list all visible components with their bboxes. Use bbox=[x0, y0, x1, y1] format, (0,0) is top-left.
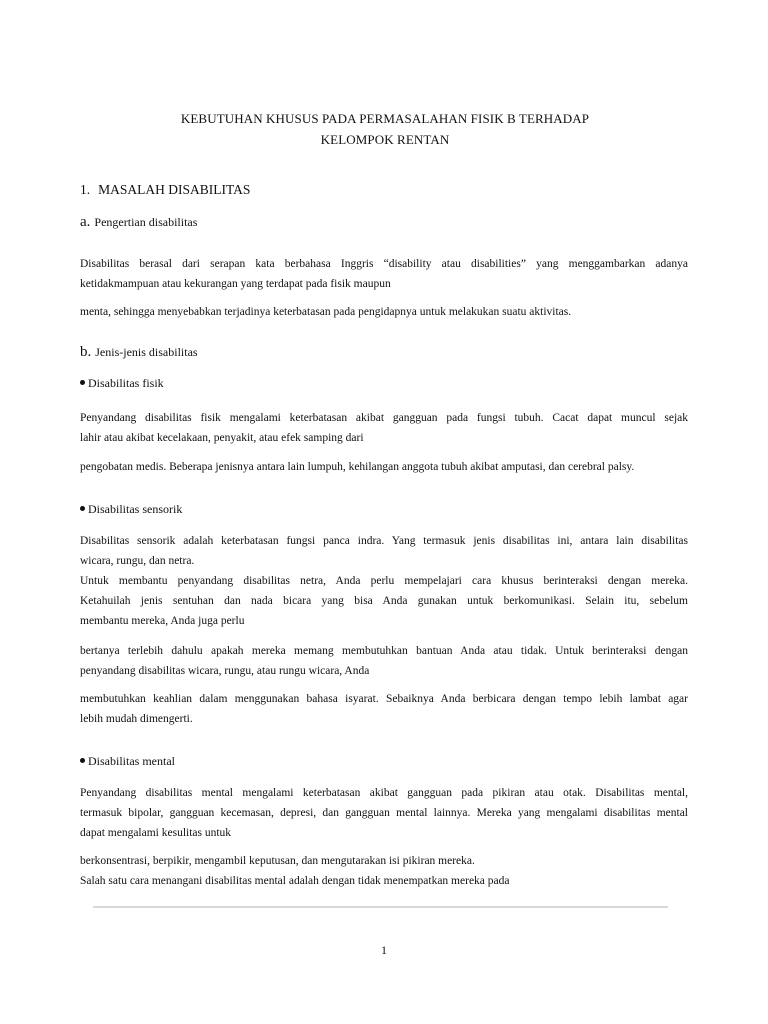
bullet-dot-icon bbox=[80, 380, 85, 385]
document-title-line-1: KEBUTUHAN KHUSUS PADA PERMASALAHAN FISIK B TERHADAP bbox=[180, 111, 590, 126]
section-title: MASALAH DISABILITAS bbox=[98, 182, 251, 197]
paragraph-line: Ketahuilah jenis sentuhan dan nada bicara yang bisa Anda gunakan untuk berkomunikasi. Selain itu, sebelum bbox=[80, 595, 688, 607]
paragraph-line: penyandang disabilitas wicara, rungu, atau rungu wicara, Anda bbox=[80, 665, 370, 677]
paragraph-line: Disabilitas berasal dari serapan kata berbahasa Inggris “disability atau disabilities” yang menggambarkan adanya bbox=[80, 258, 688, 270]
subsection-title: Jenis-jenis disabilitas bbox=[95, 345, 198, 359]
bullet-disabilitas-mental bbox=[80, 754, 175, 769]
paragraph-fisik-2 bbox=[80, 457, 688, 477]
paragraph-line: Salah satu cara menangani disabilitas mental adalah dengan tidak menempatkan mereka pada bbox=[80, 875, 510, 887]
paragraph-line: ketidakmampuan atau kekurangan yang terdapat pada fisik maupun bbox=[80, 278, 391, 290]
paragraph-mental-1 bbox=[80, 783, 688, 843]
subsection-heading-jenis bbox=[80, 344, 198, 361]
paragraph-line: termasuk bipolar, gangguan kecemasan, depresi, dan gangguan mental lainnya. Mereka yang mengalami disabilitas mental bbox=[80, 807, 688, 819]
bullet-label: Disabilitas fisik bbox=[88, 376, 164, 390]
paragraph-line: menta, sehingga menyebabkan terjadinya keterbatasan pada pengidapnya untuk melakukan suatu aktivitas. bbox=[80, 306, 572, 318]
bullet-dot-icon bbox=[80, 758, 85, 763]
paragraph-line: membantu mereka, Anda juga perlu bbox=[80, 615, 245, 627]
paragraph-sensorik-2 bbox=[80, 641, 688, 681]
subsection-heading-pengertian bbox=[80, 214, 197, 231]
paragraph-line: membutuhkan keahlian dalam menggunakan bahasa isyarat. Sebaiknya Anda berbicara dengan tempo lebih lambat agar bbox=[80, 693, 688, 705]
paragraph-line: pengobatan medis. Beberapa jenisnya antara lain lumpuh, kehilangan anggota tubuh akibat amputasi, dan cerebral palsy. bbox=[80, 461, 635, 473]
paragraph-mental-2 bbox=[80, 851, 688, 891]
subsection-letter: b. bbox=[80, 344, 92, 360]
paragraph-sensorik-3 bbox=[80, 689, 688, 729]
paragraph-line: berkonsentrasi, berpikir, mengambil keputusan, dan mengutarakan isi pikiran mereka. bbox=[80, 855, 475, 867]
subsection-letter: a. bbox=[80, 214, 91, 230]
bullet-dot-icon bbox=[80, 506, 85, 511]
page-number: 1 bbox=[381, 943, 387, 957]
document-title-line-2: KELOMPOK RENTAN bbox=[320, 132, 450, 147]
subsection-title: Pengertian disabilitas bbox=[94, 215, 198, 229]
paragraph-line: Disabilitas sensorik adalah keterbatasan fungsi panca indra. Yang termasuk jenis disabilitas ini, antara lain disabilitas bbox=[80, 535, 688, 547]
bullet-label: Disabilitas mental bbox=[88, 754, 175, 768]
paragraph-line: Untuk membantu penyandang disabilitas netra, Anda perlu mempelajari cara khusus berinteraksi dengan mereka. bbox=[80, 575, 688, 587]
paragraph-line: dapat mengalami kesulitas untuk bbox=[80, 827, 232, 839]
bullet-disabilitas-fisik bbox=[80, 376, 164, 391]
section-number: 1. bbox=[80, 182, 91, 197]
paragraph-pengertian-2 bbox=[80, 302, 688, 322]
bullet-label: Disabilitas sensorik bbox=[88, 502, 183, 516]
paragraph-sensorik-1 bbox=[80, 531, 688, 631]
paragraph-line: Penyandang disabilitas fisik mengalami keterbatasan akibat gangguan pada fungsi tubuh. Cacat dapat muncul sejak bbox=[80, 412, 688, 424]
paragraph-line: bertanya terlebih dahulu apakah mereka memang membutuhkan bantuan Anda atau tidak. Untuk berinteraksi dengan bbox=[80, 645, 688, 657]
paragraph-pengertian-1 bbox=[80, 254, 688, 294]
section-heading-masalah-disabilitas bbox=[80, 182, 250, 198]
paragraph-line: wicara, rungu, dan netra. bbox=[80, 555, 195, 567]
footer-divider bbox=[93, 906, 668, 908]
paragraph-line: Penyandang disabilitas mental mengalami keterbatasan akibat gangguan pada pikiran atau otak. Disabilitas mental, bbox=[80, 787, 688, 799]
bullet-disabilitas-sensorik bbox=[80, 502, 182, 517]
paragraph-line: lebih mudah dimengerti. bbox=[80, 713, 193, 725]
paragraph-fisik-1 bbox=[80, 408, 688, 448]
paragraph-line: lahir atau akibat kecelakaan, penyakit, atau efek samping dari bbox=[80, 432, 364, 444]
